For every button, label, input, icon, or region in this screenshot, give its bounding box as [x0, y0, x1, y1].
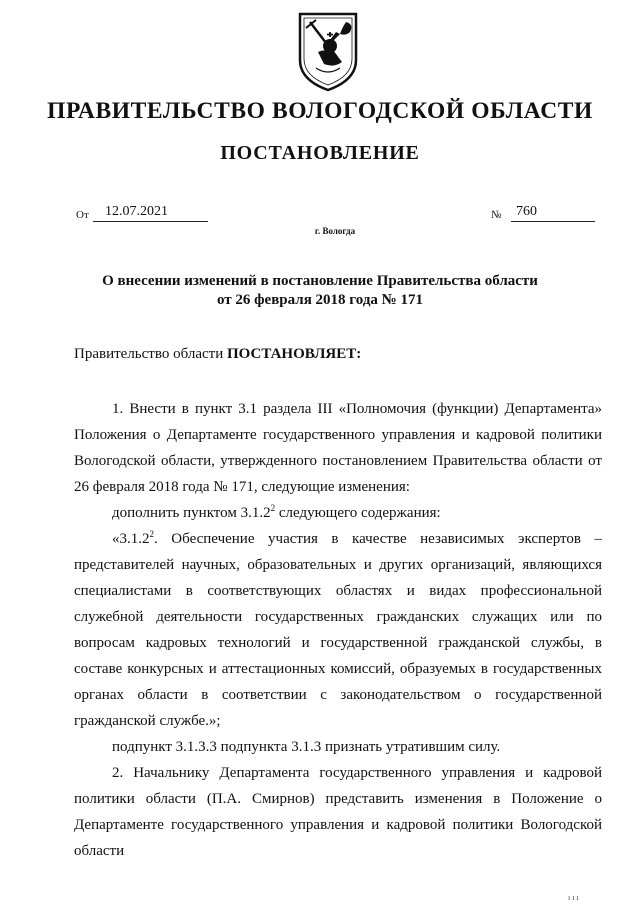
subpoint-paragraph: подпункт 3.1.3.3 подпункта 3.1.3 признать утратившим силу.	[112, 739, 501, 755]
supplement-paragraph: дополнить пунктом 3.1.2$^2$ следующего содержания:	[112, 503, 441, 521]
number-underline	[511, 221, 595, 222]
document-date: 12.07.2021	[105, 204, 168, 219]
preamble	[74, 341, 602, 367]
coat-of-arms-emblem	[296, 10, 360, 92]
quoted-point-paragraph: «3.1.2$^2$. Обеспечение участия в качестве независимых экспертов – представителей научных, образовательных и других организаций, являющихся специалистами в соответствующих областях и видах профессиональной служебной деятельности государственных гражданских служащих или по вопросам кадровых технологий и государственной гражданской службы, в составе конкурсных и аттестационных комиссий, образуемых в государственных органах области в соответствии с законодательством о государственной гражданской службе.»;	[74, 529, 602, 729]
preamble-decree-word: ПОСТАНОВЛЯЕТ:	[226, 346, 362, 362]
organization-title: ПРАВИТЕЛЬСТВО ВОЛОГОДСКОЙ ОБЛАСТИ	[47, 98, 593, 124]
date-underline	[93, 221, 208, 222]
document-subject	[80, 272, 560, 310]
number-prefix: №	[491, 209, 502, 221]
subject-line-1: О внесении изменений в постановление Правительства области	[102, 273, 538, 289]
body-text	[74, 396, 602, 864]
city-label: г. Вологда	[314, 226, 356, 236]
item-2-paragraph: 2. Начальнику Департамента государственного управления и кадровой политики области (П.А. Смирнов) представить изменения в Положение о Департаменте государственного управления и кадровой политики Вологодской области	[74, 765, 602, 859]
document-type-title: ПОСТАНОВЛЕНИЕ	[220, 142, 420, 164]
preamble-text: Правительство области	[74, 346, 227, 362]
document-number: 760	[516, 204, 537, 219]
page-mark: ı ı ı	[568, 893, 579, 902]
subject-line-2: от 26 февраля 2018 года № 171	[217, 292, 423, 308]
date-prefix: От	[76, 209, 89, 221]
item-1-paragraph: 1. Внести в пункт 3.1 раздела III «Полномочия (функции) Департамента» Положения о Департаменте государственного управления и кадровой политики Вологодской области, утвержденного постановлением Правительства области от 26 февраля 2018 года № 171, следующие изменения:	[74, 401, 602, 495]
